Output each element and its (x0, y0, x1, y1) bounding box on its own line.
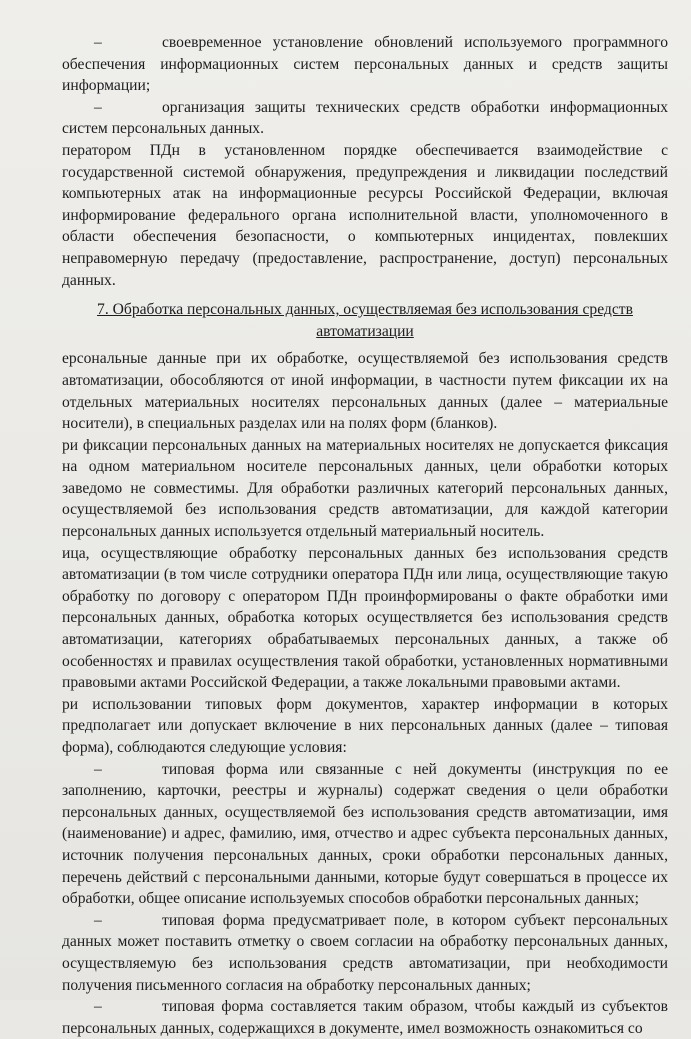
paragraph-text: типовая форма предусматривает поле, в котором субъект персональных данных может поставить отметку о своем согласии на обработку персональных данных, осуществляемую без использования средств автоматизации, при необходимости получения письменного согласия на обработку персональных данных; (62, 911, 668, 994)
paragraph-text: своевременное установление обновлений используемого программного обеспечения информационных систем персональных данных и средств защиты информации; (62, 34, 668, 95)
paragraph-text: ри фиксации персональных данных на материальных носителях не допускается фиксация на одном материальном носителе персональных данных, цели обработки которых заведомо не совместимы. Для обработки различных категорий персональных данных, осуществляемой без использования средств автоматизации, для каждой категории персональных данных используется отдельный материальный носитель. (62, 436, 668, 541)
dash-marker: – (94, 911, 102, 929)
list-item (62, 759, 668, 910)
list-item (62, 32, 668, 97)
paragraph (62, 435, 668, 543)
paragraph (62, 543, 668, 694)
paragraph-text: типовая форма составляется таким образом, чтобы каждый из субъектов персональных данных, содержащихся в документе, имел возможность ознакомиться со (62, 998, 668, 1037)
dash-marker: – (94, 998, 102, 1016)
list-item (62, 996, 668, 1039)
paragraph-text: ри использовании типовых форм документов, характер информации в которых предполагает или допускает включение в них персональных данных (далее – типовая форма), соблюдаются следующие условия: (62, 695, 668, 756)
paragraphs-bottom (62, 348, 668, 1039)
paragraphs-top (62, 32, 668, 291)
dash-marker: – (94, 760, 102, 778)
paragraph-text: ператором ПДн в установленном порядке обеспечивается взаимодействие с государственной системой обнаружения, предупреждения и ликвидации последствий компьютерных атак на информационные ресурсы Российской Федерации, включая информирование федерального органа исполнительной власти, уполномоченного в области обеспечения безопасности, о компьютерных инцидентах, повлекших неправомерную передачу (предоставление, распространение, доступ) персональных данных. (62, 141, 668, 289)
document-body (62, 32, 668, 1039)
paragraph-text: ица, осуществляющие обработку персональных данных без использования средств автоматизации (в том числе сотрудники оператора ПДн или лица, осуществляющие такую обработку по договору с оператором ПДн проинформированы о факте обработки ими персональных данных, обработка которых осуществляется без использования средств автоматизации, категориях обрабатываемых персональных данных, а также об особенностях и правилах осуществления такой обработки, установленных нормативными правовыми актами Российской Федерации, а также локальными правовыми актами. (62, 544, 668, 692)
list-item (62, 97, 668, 140)
paragraph (62, 694, 668, 759)
paragraph-text: типовая форма или связанные с ней документы (инструкция по ее заполнению, карточки, реестры и журналы) содержат сведения о цели обработки персональных данных, осуществляемой без использования средств автоматизации, имя (наименование) и адрес, фамилию, имя, отчество и адрес субъекта персональных данных, источник получения персональных данных, сроки обработки персональных данных, перечень действий с персональными данными, которые будут совершаться в процессе их обработки, общее описание используемых способов обработки персональных данных; (62, 760, 668, 908)
dash-marker: – (94, 34, 102, 51)
section-heading: 7. Обработка персональных данных, осуществляемая без использования средств автоматизации (97, 301, 633, 340)
paragraph (62, 140, 668, 291)
paragraph-text: организация защиты технических средств обработки информационных систем персональных данных. (62, 98, 668, 138)
dash-marker: – (94, 98, 102, 116)
list-item (62, 910, 668, 996)
paragraph-text: ерсональные данные при их обработке, осуществляемой без использования средств автоматизации, обособляются от иной информации, в частности путем фиксации их на отдельных материальных носителях персональных данных (далее – материальные носители), в специальных разделах или на полях форм (бланков). (62, 350, 668, 433)
paragraph (62, 348, 668, 434)
